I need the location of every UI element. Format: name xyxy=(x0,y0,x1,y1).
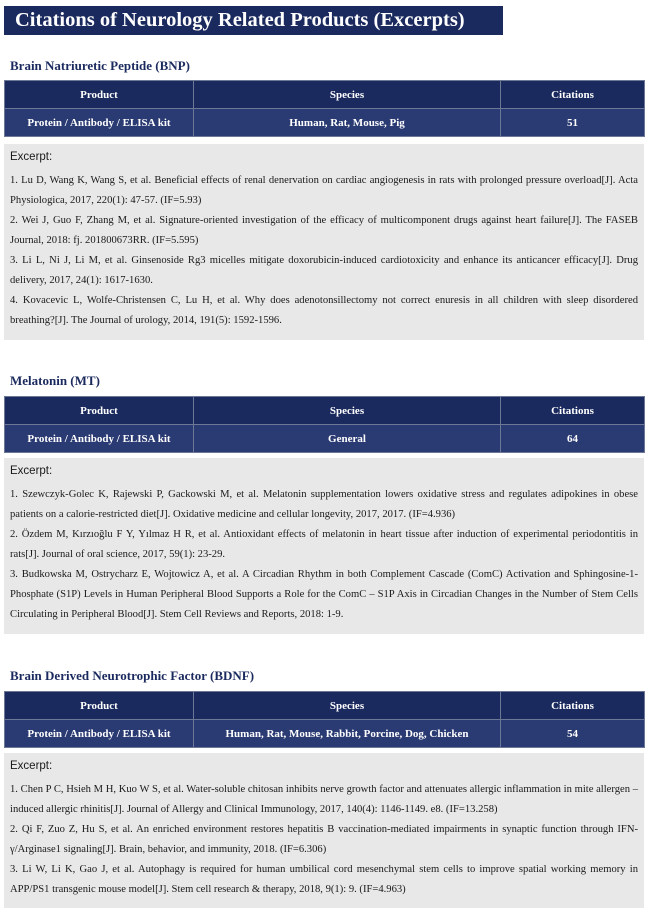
header-species: Species xyxy=(194,397,501,425)
table-row xyxy=(5,109,645,137)
excerpt-box xyxy=(4,144,644,340)
excerpt-label: Excerpt: xyxy=(10,760,53,772)
excerpt-box xyxy=(4,458,644,634)
section-title: Melatonin (MT) xyxy=(10,373,100,388)
section-title: Brain Natriuretic Peptide (BNP) xyxy=(10,58,190,73)
reference-item: 2. Wei J, Guo F, Zhang M, et al. Signature-oriented investigation of the efficacy of multicomponent drugs against heart failure[J]. The FASEB Journal, 2018: fj. 201800673RR. (IF=5.595) xyxy=(10,215,638,246)
table-header-row xyxy=(5,397,645,425)
header-citations: Citations xyxy=(501,81,645,109)
reference-item: 4. Kovacevic L, Wolfe-Christensen C, Lu H, et al. Why does adenotonsillectomy not correct enuresis in all children with sleep disordered breathing?[J]. The Journal of urology, 2014, 191(5): 1592-1596. xyxy=(10,295,638,326)
cell-citations: 51 xyxy=(501,109,645,137)
reference-item: 1. Szewczyk-Golec K, Rajewski P, Gackowski M, et al. Melatonin supplementation lowers oxidative stress and regulates adipokines in obese patients on a calorie-restricted diet[J]. Oxidative medicine and cellular longevity, 2017, 2017. (IF=4.936) xyxy=(10,489,638,520)
header-species: Species xyxy=(194,81,501,109)
cell-species: General xyxy=(194,425,501,453)
product-table xyxy=(4,396,645,453)
reference-item: 3. Li L, Ni J, Li M, et al. Ginsenoside Rg3 micelles mitigate doxorubicin-induced cardiotoxicity and enhance its anticancer efficacy[J]. Drug delivery, 2017, 24(1): 1617-1630. xyxy=(10,255,638,286)
table-row xyxy=(5,425,645,453)
reference-item: 3. Li W, Li K, Gao J, et al. Autophagy is required for human umbilical cord mesenchymal stem cells to improve spatial working memory in APP/PS1 transgenic mouse model[J]. Stem cell research & therapy, 2018, 9(1): 9. (IF=4.963) xyxy=(10,864,638,895)
cell-species: Human, Rat, Mouse, Rabbit, Porcine, Dog, Chicken xyxy=(194,720,501,748)
header-citations: Citations xyxy=(501,692,645,720)
cell-citations: 54 xyxy=(501,720,645,748)
reference-item: 1. Lu D, Wang K, Wang S, et al. Beneficial effects of renal denervation on cardiac angiogenesis in rats with prolonged pressure overload[J]. Acta Physiologica, 2017, 220(1): 47-57. (IF=5.93) xyxy=(10,175,638,206)
cell-product: Protein / Antibody / ELISA kit xyxy=(5,109,194,137)
excerpt-label: Excerpt: xyxy=(10,151,53,163)
cell-product: Protein / Antibody / ELISA kit xyxy=(5,720,194,748)
page-title: Citations of Neurology Related Products (Excerpts) xyxy=(4,6,503,35)
reference-item: 3. Budkowska M, Ostrycharz E, Wojtowicz A, et al. A Circadian Rhythm in both Complement Cascade (ComC) Activation and Sphingosine-1-Phosphate (S1P) Levels in Human Peripheral Blood Supports a Role for the ComC – S1P Axis in Circadian Changes in the Number of Stem Cells Circulating in Peripheral Blood[J]. Stem Cell Reviews and Reports, 2018: 1-9. xyxy=(10,569,638,620)
header-product: Product xyxy=(5,81,194,109)
table-header-row xyxy=(5,692,645,720)
excerpt-box xyxy=(4,753,644,908)
reference-item: 2. Qi F, Zuo Z, Hu S, et al. An enriched environment restores hepatitis B vaccination-mediated impairments in synaptic function through IFN-γ/Arginase1 signaling[J]. Brain, behavior, and immunity, 2018. (IF=6.306) xyxy=(10,824,638,855)
header-citations: Citations xyxy=(501,397,645,425)
cell-species: Human, Rat, Mouse, Pig xyxy=(194,109,501,137)
header-species: Species xyxy=(194,692,501,720)
header-product: Product xyxy=(5,397,194,425)
reference-item: 2. Özdem M, Kırzıoğlu F Y, Yılmaz H R, et al. Antioxidant effects of melatonin in heart tissue after induction of experimental periodontitis in rats[J]. Journal of oral science, 2017, 59(1): 23-29. xyxy=(10,529,638,560)
cell-citations: 64 xyxy=(501,425,645,453)
table-header-row xyxy=(5,81,645,109)
product-table xyxy=(4,80,645,137)
cell-product: Protein / Antibody / ELISA kit xyxy=(5,425,194,453)
table-row xyxy=(5,720,645,748)
header-product: Product xyxy=(5,692,194,720)
reference-item: 1. Chen P C, Hsieh M H, Kuo W S, et al. Water-soluble chitosan inhibits nerve growth factor and attenuates allergic inflammation in mite allergen – induced allergic rhinitis[J]. Journal of Allergy and Clinical Immunology, 2017, 140(4): 1146-1149. e8. (IF=13.258) xyxy=(10,784,638,815)
section-title: Brain Derived Neurotrophic Factor (BDNF) xyxy=(10,668,255,683)
product-table xyxy=(4,691,645,748)
excerpt-label: Excerpt: xyxy=(10,465,53,477)
